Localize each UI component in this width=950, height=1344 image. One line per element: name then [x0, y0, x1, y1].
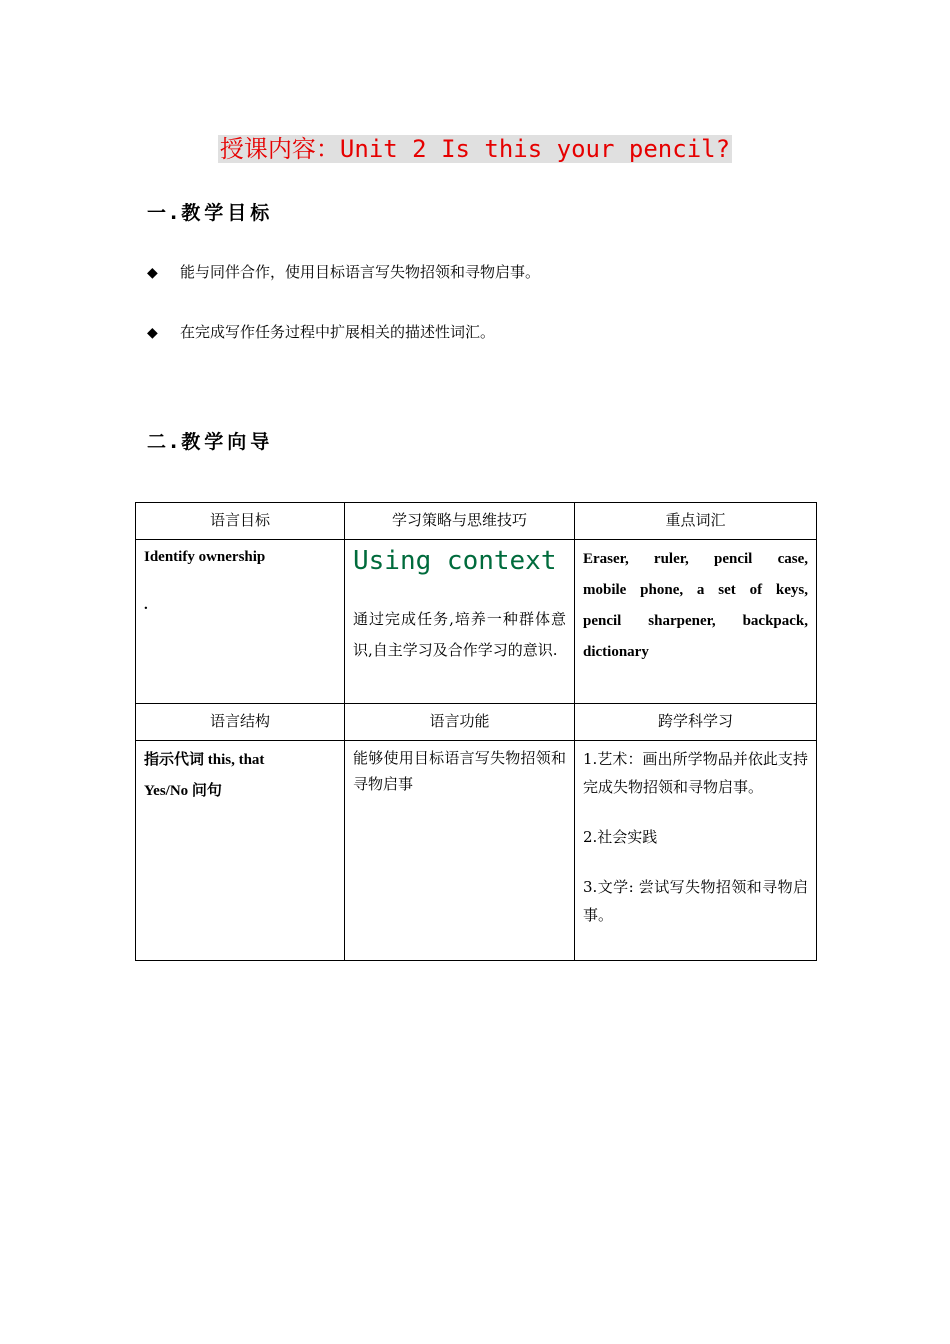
cross-subject-item: 2.社会实践	[583, 828, 658, 846]
teaching-guide-table	[135, 502, 817, 961]
cell-function	[345, 741, 575, 961]
table-header-row	[136, 503, 817, 540]
vocab-line: dictionary	[583, 644, 649, 660]
cell-cross-subject	[575, 741, 817, 961]
language-goal-dot: .	[144, 597, 148, 613]
table-header-row	[136, 704, 817, 741]
table-row	[136, 741, 817, 961]
vocab-line: Eraser, ruler, pencil case,	[583, 551, 808, 567]
cross-subject-item: 3.文学: 尝试写失物招领和寻物启事。	[583, 878, 808, 924]
language-goal-text: Identify ownership	[144, 549, 266, 565]
page-title	[0, 134, 950, 164]
goal-item-2	[147, 322, 495, 343]
title-text: 授课内容：Unit 2 Is this your pencil?	[219, 135, 731, 163]
cross-subject-item: 1.艺术：画出所学物品并依此支持完成失物招领和寻物启事。	[583, 750, 808, 796]
header-function: 语言功能	[345, 704, 575, 741]
header-structure: 语言结构	[136, 704, 345, 741]
section-heading-guide: 二.教学向导	[147, 431, 274, 453]
function-text: 能够使用目标语言写失物招领和寻物启事	[353, 749, 566, 793]
strategy-title: Using context	[353, 546, 557, 576]
structure-line: Yes/No 问句	[144, 783, 222, 799]
goal-item-1	[147, 262, 540, 283]
cell-language-goal	[136, 540, 345, 704]
vocab-line: mobile phone, a set of keys,	[583, 582, 808, 598]
header-cross-subject: 跨学科学习	[575, 704, 817, 741]
cell-key-vocab	[575, 540, 817, 704]
goal-text-2: 在完成写作任务过程中扩展相关的描述性词汇。	[180, 323, 496, 341]
cell-structure	[136, 741, 345, 961]
header-language-goal: 语言目标	[136, 503, 345, 540]
vocab-line: pencil sharpener, backpack,	[583, 613, 808, 629]
header-strategy: 学习策略与思维技巧	[345, 503, 575, 540]
section-heading-goals: 一.教学目标	[147, 202, 274, 224]
diamond-bullet-icon: ◆	[147, 325, 158, 341]
header-key-vocab: 重点词汇	[575, 503, 817, 540]
goal-text-1: 能与同伴合作，使用目标语言写失物招领和寻物启事。	[180, 263, 541, 281]
strategy-text: 通过完成任务,培养一种群体意识,自主学习及合作学习的意识.	[353, 610, 566, 659]
cell-strategy	[345, 540, 575, 704]
table-row	[136, 540, 817, 704]
structure-line: 指示代词 this, that	[144, 752, 265, 768]
diamond-bullet-icon: ◆	[147, 265, 158, 281]
